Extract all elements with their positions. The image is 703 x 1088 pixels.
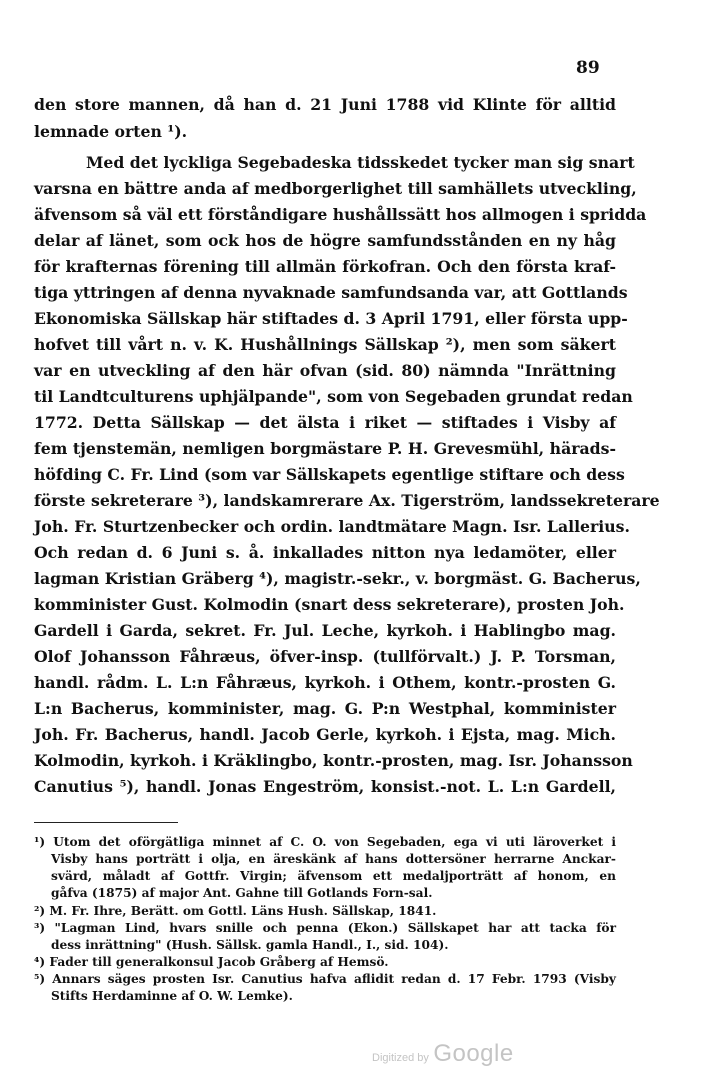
body-line: hofvet till vårt n. v. K. Hushållnings Sällskap ²), men som säkert xyxy=(34,335,616,354)
body-line: L:n Bacherus, komminister, mag. G. P:n Westphal, komminister xyxy=(34,699,616,718)
body-line: Joh. Fr. Bacherus, handl. Jacob Gerle, kyrkoh. i Ejsta, mag. Mich. xyxy=(34,725,616,744)
body-line: fem tjenstemän, nemligen borgmästare P. H. Grevesmühl, härads- xyxy=(34,439,616,458)
footnote-line: Visby hans porträtt i olja, en äreskänk af hans dottersöner herrarne Anckar- xyxy=(51,852,616,866)
body-line: äfvensom så väl ett förståndigare hushållssätt hos allmogen i spridda xyxy=(34,205,647,224)
footnote-line: ⁵) Annars säges prosten Isr. Canutius hafva aflidit redan d. 17 Febr. 1793 (Visby xyxy=(34,972,616,986)
body-line: 1772. Detta Sällskap — det älsta i riket — stiftades i Visby af xyxy=(34,413,616,432)
body-line: för krafternas förening till allmän förkofran. Och den första kraf- xyxy=(34,257,616,276)
footnote-line: svärd, måladt af Gottfr. Virgin; äfvensom ett medaljporträtt af honom, en xyxy=(51,869,616,883)
body-line: varsna en bättre anda af medborgerlighet till samhällets utveckling, xyxy=(34,179,637,198)
body-line: lemnade orten ¹). xyxy=(34,122,188,141)
footnote-line: Stifts Herdaminne af O. W. Lemke). xyxy=(51,989,293,1003)
page-number: 89 xyxy=(576,58,600,78)
body-line: til Landtculturens uphjälpande", som von Segebaden grundat redan xyxy=(34,387,633,406)
body-line: delar af länet, som ock hos de högre samfundsstånden en ny håg xyxy=(34,231,616,250)
body-line: Kolmodin, kyrkoh. i Kräklingbo, kontr.-prosten, mag. Isr. Johansson xyxy=(34,751,633,770)
body-line: Ekonomiska Sällskap här stiftades d. 3 April 1791, eller första upp- xyxy=(34,309,628,328)
digitized-by-watermark xyxy=(372,1040,514,1068)
body-line: Med det lyckliga Segebadeska tidsskedet tycker man sig snart xyxy=(86,153,635,172)
footnote-line: ³) "Lagman Lind, hvars snille och penna (Ekon.) Sällskapet har att tacka för xyxy=(34,921,616,935)
body-line: Canutius ⁵), handl. Jonas Engeström, konsist.-not. L. L:n Gardell, xyxy=(34,777,616,796)
footnote-line: ¹) Utom det oförgätliga minnet af C. O. von Segebaden, ega vi uti läroverket i xyxy=(34,835,616,849)
body-line: Joh. Fr. Sturtzenbecker och ordin. landtmätare Magn. Isr. Lallerius. xyxy=(34,517,630,536)
body-line: handl. rådm. L. L:n Fåhræus, kyrkoh. i Othem, kontr.-prosten G. xyxy=(34,673,616,692)
footnote-line: ²) M. Fr. Ihre, Berätt. om Gottl. Läns Hush. Sällskap, 1841. xyxy=(34,904,437,918)
body-line: höfding C. Fr. Lind (som var Sällskapets egentlige stiftare och dess xyxy=(34,465,625,484)
body-line: Olof Johansson Fåhræus, öfver-insp. (tullförvalt.) J. P. Torsman, xyxy=(34,647,616,666)
body-line: förste sekreterare ³), landskamrerare Ax. Tigerström, landssekreterare xyxy=(34,491,660,510)
body-line: komminister Gust. Kolmodin (snart dess sekreterare), prosten Joh. xyxy=(34,595,625,614)
body-line: den store mannen, då han d. 21 Juni 1788 vid Klinte för alltid xyxy=(34,95,616,114)
body-line: Gardell i Garda, sekret. Fr. Jul. Leche, kyrkoh. i Hablingbo mag. xyxy=(34,621,616,640)
body-line: tiga yttringen af denna nyvaknade samfundsanda var, att Gottlands xyxy=(34,283,628,302)
footnote-line: dess inrättning" (Hush. Sällsk. gamla Handl., I., sid. 104). xyxy=(51,938,449,952)
watermark-brand: Google xyxy=(433,1040,514,1067)
footnote-line: gåfva (1875) af major Ant. Gahne till Gotlands Forn-sal. xyxy=(51,886,433,900)
body-line: var en utveckling af den här ofvan (sid. 80) nämnda "Inrättning xyxy=(34,361,616,380)
footnote-divider xyxy=(34,822,178,823)
body-line: lagman Kristian Gräberg ⁴), magistr.-sekr., v. borgmäst. G. Bacherus, xyxy=(34,569,641,588)
body-line: Och redan d. 6 Juni s. å. inkallades nitton nya ledamöter, eller xyxy=(34,543,616,562)
watermark-prefix: Digitized by xyxy=(372,1052,429,1064)
footnote-line: ⁴) Fader till generalkonsul Jacob Gråberg af Hemsö. xyxy=(34,955,389,969)
